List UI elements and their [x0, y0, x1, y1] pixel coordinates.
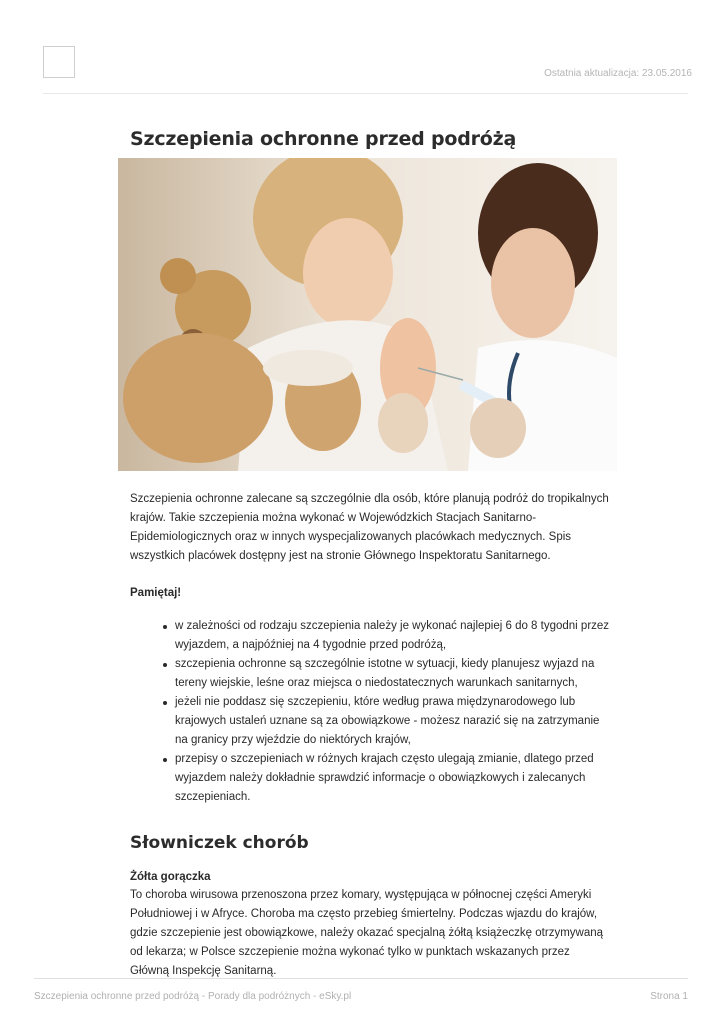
tips-list [130, 617, 610, 807]
hero-image-vaccination [118, 158, 617, 471]
remember-label: Pamiętaj! [130, 587, 182, 599]
page-number: Strona 1 [650, 991, 688, 1002]
list-item: w zależności od rodzaju szczepienia należy je wykonać najlepiej 6 do 8 tygodni przez wyjazdem, a najpóźniej na 4 tygodnie przed podróżą, [175, 617, 610, 655]
glossary-heading: Słowniczek chorób [130, 833, 309, 853]
header-divider [43, 93, 688, 94]
logo-placeholder [43, 46, 75, 78]
page-title: Szczepienia ochronne przed podróżą [130, 128, 517, 150]
footer-source: Szczepienia ochronne przed podróżą - Porady dla podróżnych - eSky.pl [34, 991, 352, 1002]
article-body [130, 490, 610, 981]
list-item: szczepienia ochronne są szczególnie istotne w sytuacji, kiedy planujesz wyjazd na tereny wiejskie, leśne oraz miejsca o niedostatecznych warunkach sanitarnych, [175, 655, 610, 693]
list-item: jeżeli nie poddasz się szczepieniu, które według prawa międzynarodowego lub krajowych ustaleń uznane są za obowiązkowe - możesz narazić się na zatrzymanie na granicy przy wjeździe do niektórych krajów, [175, 693, 610, 750]
disease-description: To choroba wirusowa przenoszona przez komary, występująca w północnej części Ameryki Południowej i w Afryce. Choroba ma często przebieg śmiertelny. Podczas wjazdu do krajów, gdzie szczepienie jest obowiązkowe, należy okazać specjalną żółtą książeczkę otrzymywaną od lekarza; w Polsce szczepienie można wykonać tylko w punktach wskazanych przez Główną Inspekcję Sanitarną. [130, 889, 604, 977]
list-item: przepisy o szczepieniach w różnych krajach często ulegają zmianie, dlatego przed wyjazdem należy dokładnie sprawdzić informacje o obowiązkowych i zalecanych szczepieniach. [175, 750, 610, 807]
disease-name: Żółta gorączka [130, 871, 211, 883]
last-updated: Ostatnia aktualizacja: 23.05.2016 [544, 68, 692, 79]
footer-divider [34, 978, 688, 979]
intro-paragraph: Szczepienia ochronne zalecane są szczególnie dla osób, które planują podróż do tropikalnych krajów. Takie szczepienia można wykonać w Wojewódzkich Stacjach Sanitarno-Epidemiologicznych oraz w innych wyspecjalizowanych placówkach medycznych. Spis wszystkich placówek dostępny jest na stronie Głównego Inspektoratu Sanitarnego. [130, 493, 609, 562]
